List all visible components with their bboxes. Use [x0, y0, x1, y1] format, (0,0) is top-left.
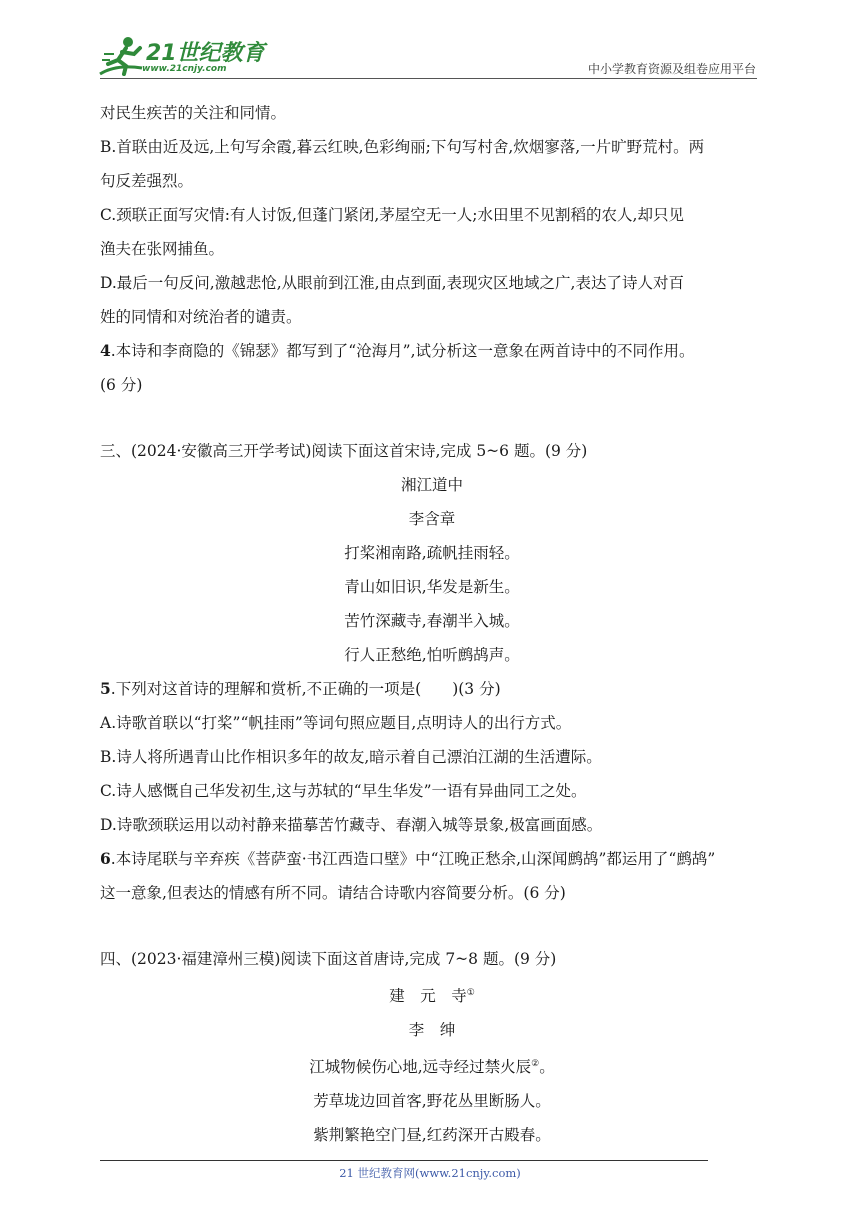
platform-name: 中小学教育资源及组卷应用平台 [587, 62, 756, 76]
option-d: D.诗歌颈联运用以动衬静来描摹苦竹藏寺、春潮入城等景象,极富画面感。 [100, 816, 603, 834]
text-line: 姓的同情和对统治者的谴责。 [100, 308, 302, 326]
page-header [0, 0, 860, 90]
question-number: 5 [100, 679, 111, 698]
question-text: .本诗和李商隐的《锦瑟》都写到了“沧海月”,试分析这一意象在两首诗中的不同作用。 [110, 342, 695, 360]
question-number: 6 [100, 849, 111, 868]
poem-line: 苦竹深藏寺,春潮半入城。 [344, 612, 520, 630]
section-3-heading: 三、(2024·安徽高三开学考试)阅读下面这首宋诗,完成 5~6 题。(9 分) [100, 442, 588, 460]
question-5 [100, 672, 764, 706]
poem-line: 紫荆繁艳空门昼,红药深开古殿春。 [313, 1126, 551, 1144]
poem-title [100, 976, 764, 1013]
poem-title: 湘江道中 [400, 476, 463, 494]
poem-line [100, 1047, 764, 1084]
question-4 [100, 334, 764, 368]
option-b: B.首联由近及远,上句写余霞,暮云红映,色彩绚丽;下句写村舍,炊烟寥落,一片旷野荒村。两 [100, 138, 705, 156]
poem-line-text: 江城物候伤心地,远寺经过禁火辰 [309, 1058, 532, 1076]
poem-line: 打桨湘南路,疏帆挂雨轻。 [344, 544, 520, 562]
option-c: C.诗人感慨自己华发初生,这与苏轼的“早生华发”一语有异曲同工之处。 [100, 782, 587, 800]
option-a: A.诗歌首联以“打桨”“帆挂雨”等词句照应题目,点明诗人的出行方式。 [100, 714, 572, 732]
question-6-cont: 这一意象,但表达的情感有所不同。请结合诗歌内容简要分析。(6 分) [100, 884, 566, 902]
document-body [100, 96, 764, 1152]
footer-divider [100, 1160, 708, 1161]
poem-line: 行人正愁绝,怕听鹧鸪声。 [344, 646, 520, 664]
poem-line: 青山如旧识,华发是新生。 [344, 578, 520, 596]
poem-line: 芳草垅边回首客,野花丛里断肠人。 [313, 1092, 551, 1110]
poem-author: 李 绅 [408, 1021, 456, 1039]
option-b: B.诗人将所遇青山比作相识多年的故友,暗示着自己漂泊江湖的生活遭际。 [100, 748, 602, 766]
logo-url: www.21cnjy.com [142, 64, 227, 74]
header-divider [100, 78, 757, 79]
poem-author: 李含章 [408, 510, 456, 528]
footnote-marker: ② [531, 1059, 540, 1069]
question-6 [100, 842, 764, 876]
option-c: C.颈联正面写灾情:有人讨饭,但蓬门紧闭,茅屋空无一人;水田里不见割稻的农人,却只见 [100, 206, 684, 224]
footnote-marker: ① [466, 988, 475, 998]
logo-text: 21世纪教育 [146, 41, 265, 66]
punctuation: 。 [539, 1058, 555, 1076]
option-d: D.最后一句反问,激越悲怆,从眼前到江淮,由点到面,表现灾区地域之广,表达了诗人对百 [100, 274, 684, 292]
section-4-heading: 四、(2023·福建漳州三模)阅读下面这首唐诗,完成 7~8 题。(9 分) [100, 950, 557, 968]
question-4-score: (6 分) [100, 376, 143, 394]
text-line: 渔夫在张网捕鱼。 [100, 240, 225, 258]
page-footer: 21 世纪教育网(www.21cnjy.com) [339, 1166, 521, 1180]
poem-title-text: 建 元 寺 [389, 987, 467, 1005]
text-line: 句反差强烈。 [100, 172, 194, 190]
question-number: 4 [100, 341, 111, 360]
site-logo [96, 34, 266, 80]
question-text: .下列对这首诗的理解和赏析,不正确的一项是( )(3 分) [110, 680, 501, 698]
runner-logo-icon [96, 34, 148, 80]
text-line: 对民生疾苦的关注和同情。 [100, 104, 287, 122]
question-text: .本诗尾联与辛弃疾《菩萨蛮·书江西造口壁》中“江晚正愁余,山深闻鹧鸪”都运用了“鹧鸪” [110, 850, 716, 868]
